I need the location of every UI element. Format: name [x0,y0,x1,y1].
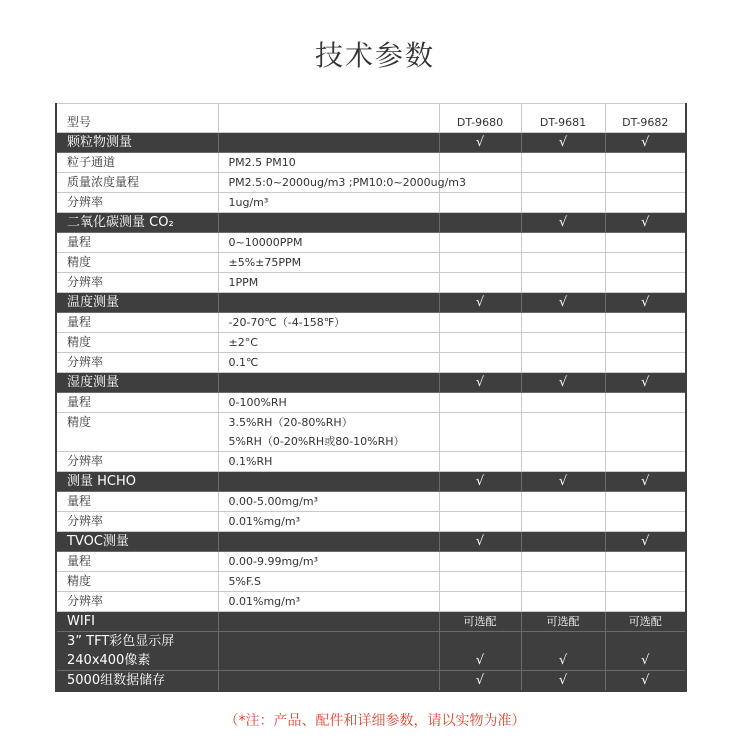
spec-value: PM2.5:0~2000ug/m3 ;PM10:0~2000ug/m3 [218,173,439,193]
model-support-cell [439,592,521,612]
checkmark-icon: √ [475,295,485,310]
model-support-cell [521,671,605,692]
model-support-cell [439,253,521,273]
checkmark-icon: √ [558,653,568,668]
spec-name: 量程 [56,552,218,572]
model-support-cell [439,632,521,671]
model-support-cell [521,552,605,572]
model-support-cell [521,512,605,532]
model-support-cell [521,293,605,313]
spec-value [218,373,439,393]
spec-name: 分辨率 [56,193,218,213]
model-support-cell [439,393,521,413]
model-dt-9680: DT-9680 [439,104,521,133]
spec-name: 精度 [56,253,218,273]
spec-value: 5%F.S [218,572,439,592]
model-support-cell [521,393,605,413]
model-support-cell [605,153,686,173]
model-support-cell [605,333,686,353]
checkmark-icon: √ [641,653,650,668]
model-support-cell [439,413,521,452]
spec-name: 量程 [56,313,218,333]
spec-name: 分辨率 [56,452,218,472]
category-name: TVOC测量 [56,532,218,552]
model-support-cell [439,572,521,592]
model-support-cell [521,313,605,333]
spec-value: 1PPM [218,273,439,293]
model-support-cell [521,492,605,512]
spec-value-line: 5%RH（0-20%RH或80-10%RH） [228,435,405,448]
checkmark-icon: √ [641,215,650,230]
spec-value [218,671,439,692]
spec-name [56,632,218,671]
model-support-cell [439,512,521,532]
model-support-cell [439,472,521,492]
model-support-cell [605,572,686,592]
model-support-cell [521,193,605,213]
checkmark-icon: √ [475,653,485,668]
checkmark-icon: √ [641,135,650,150]
model-support-cell [439,492,521,512]
model-support-cell [521,353,605,373]
spec-row [56,273,686,293]
spec-name: 5000组数据储存 [56,671,218,692]
model-support-cell [521,452,605,472]
footnote: （*注：产品、配件和详细参数，请以实物为准） [224,713,526,729]
model-support-cell [605,213,686,233]
model-support-cell [439,671,521,692]
category-row [56,293,686,313]
model-support-cell [439,193,521,213]
model-support-cell [605,552,686,572]
spec-name: 分辨率 [56,273,218,293]
spec-row [56,153,686,173]
model-support-cell [439,293,521,313]
model-support-cell [439,612,521,632]
model-support-cell [605,512,686,532]
model-dt-9682: DT-9682 [605,104,686,133]
checkmark-icon: √ [641,474,650,489]
spec-value [218,632,439,671]
model-support-cell [521,612,605,632]
model-support-cell [605,612,686,632]
spec-value: 0.00-9.99mg/m³ [218,552,439,572]
spec-row [56,393,686,413]
spec-row [56,592,686,612]
feature-row [56,671,686,692]
model-label: 型号 [56,104,218,133]
model-support-cell [605,532,686,552]
model-dt-9681: DT-9681 [521,104,605,133]
spec-value: 0-100%RH [218,393,439,413]
model-support-text: 可选配 [628,615,662,628]
model-support-cell [605,173,686,193]
checkmark-icon: √ [475,474,485,489]
model-support-cell [605,413,686,452]
spec-row [56,173,686,193]
spec-value: PM2.5 PM10 [218,153,439,173]
spec-name: 分辨率 [56,592,218,612]
model-support-cell [439,133,521,153]
spec-name: 量程 [56,393,218,413]
table-header-row [56,104,686,133]
header-spacer [218,104,439,133]
category-name: 湿度测量 [56,373,218,393]
spec-value [218,413,439,452]
spec-name: 粒子通道 [56,153,218,173]
category-row [56,213,686,233]
spec-name: 量程 [56,492,218,512]
checkmark-icon: √ [558,135,568,150]
model-support-cell [439,273,521,293]
model-support-cell [521,213,605,233]
model-support-cell [521,413,605,452]
model-support-cell [605,671,686,692]
model-support-cell [521,253,605,273]
spec-name: 分辨率 [56,353,218,373]
model-support-cell [521,153,605,173]
model-support-cell [521,532,605,552]
model-support-cell [439,353,521,373]
spec-value: 0.01%mg/m³ [218,512,439,532]
category-row [56,472,686,492]
spec-value: ±5%±75PPM [218,253,439,273]
category-name: 温度测量 [56,293,218,313]
category-row [56,373,686,393]
spec-row [56,253,686,273]
feature-row [56,612,686,632]
spec-value [218,133,439,153]
spec-name-line: 240x400像素 [67,653,151,668]
checkmark-icon: √ [558,375,568,390]
model-support-cell [605,592,686,612]
spec-row [56,413,686,452]
spec-value: 0~10000PPM [218,233,439,253]
spec-table [55,103,687,692]
spec-row [56,452,686,472]
category-name: 颗粒物测量 [56,133,218,153]
spec-name: 质量浓度量程 [56,173,218,193]
spec-row [56,333,686,353]
model-support-cell [521,333,605,353]
spec-name: WIFI [56,612,218,632]
category-name: 二氧化碳测量 CO₂ [56,213,218,233]
checkmark-icon: √ [475,135,485,150]
spec-row [56,353,686,373]
spec-value: 0.1%RH [218,452,439,472]
model-support-cell [605,472,686,492]
spec-value: 1ug/m³ [218,193,439,213]
spec-name: 精度 [56,333,218,353]
model-support-cell [605,233,686,253]
model-support-cell [605,632,686,671]
model-support-cell [439,313,521,333]
model-support-cell [439,153,521,173]
model-support-text: 可选配 [463,615,497,628]
model-support-cell [605,393,686,413]
spec-row [56,193,686,213]
checkmark-icon: √ [641,375,650,390]
model-support-cell [521,472,605,492]
model-support-cell [521,273,605,293]
checkmark-icon: √ [641,534,650,549]
spec-name-line: 3” TFT彩色显示屏 [67,634,175,649]
model-support-cell [439,213,521,233]
spec-row [56,512,686,532]
spec-value [218,612,439,632]
model-support-cell [605,193,686,213]
model-support-cell [605,313,686,333]
model-support-text: 可选配 [546,615,580,628]
feature-row [56,632,686,671]
spec-row [56,233,686,253]
checkmark-icon: √ [475,375,485,390]
spec-value: 0.00-5.00mg/m³ [218,492,439,512]
checkmark-icon: √ [641,673,650,688]
spec-value: -20-70℃（-4-158℉） [218,313,439,333]
spec-value [218,532,439,552]
checkmark-icon: √ [475,534,485,549]
model-support-cell [521,632,605,671]
model-support-cell [521,373,605,393]
model-support-cell [605,273,686,293]
model-support-cell [439,233,521,253]
spec-name: 精度 [56,413,218,452]
spec-value: ±2°C [218,333,439,353]
model-support-cell [521,572,605,592]
model-support-cell [439,373,521,393]
model-support-cell [605,452,686,472]
spec-value-line: 3.5%RH（20-80%RH） [228,416,353,429]
model-support-cell [439,532,521,552]
checkmark-icon: √ [558,673,568,688]
spec-row [56,552,686,572]
spec-value: 0.1℃ [218,353,439,373]
checkmark-icon: √ [558,474,568,489]
model-support-cell [605,492,686,512]
model-support-cell [439,333,521,353]
spec-row [56,572,686,592]
model-support-cell [605,293,686,313]
spec-name: 量程 [56,233,218,253]
spec-value [218,293,439,313]
model-support-cell [439,552,521,572]
model-support-cell [521,133,605,153]
checkmark-icon: √ [641,295,650,310]
spec-name: 精度 [56,572,218,592]
spec-value [218,213,439,233]
page-title: 技术参数 [314,39,435,72]
checkmark-icon: √ [475,673,485,688]
model-support-cell [521,592,605,612]
spec-value: 0.01%mg/m³ [218,592,439,612]
model-support-cell [605,133,686,153]
model-support-cell [605,353,686,373]
model-support-cell [521,173,605,193]
model-support-cell [521,233,605,253]
checkmark-icon: √ [558,215,568,230]
category-row [56,133,686,153]
spec-value [218,472,439,492]
spec-row [56,492,686,512]
spec-row [56,313,686,333]
model-support-cell [605,373,686,393]
model-support-cell [605,253,686,273]
checkmark-icon: √ [558,295,568,310]
category-name: 测量 HCHO [56,472,218,492]
spec-name: 分辨率 [56,512,218,532]
model-support-cell [439,452,521,472]
category-row [56,532,686,552]
